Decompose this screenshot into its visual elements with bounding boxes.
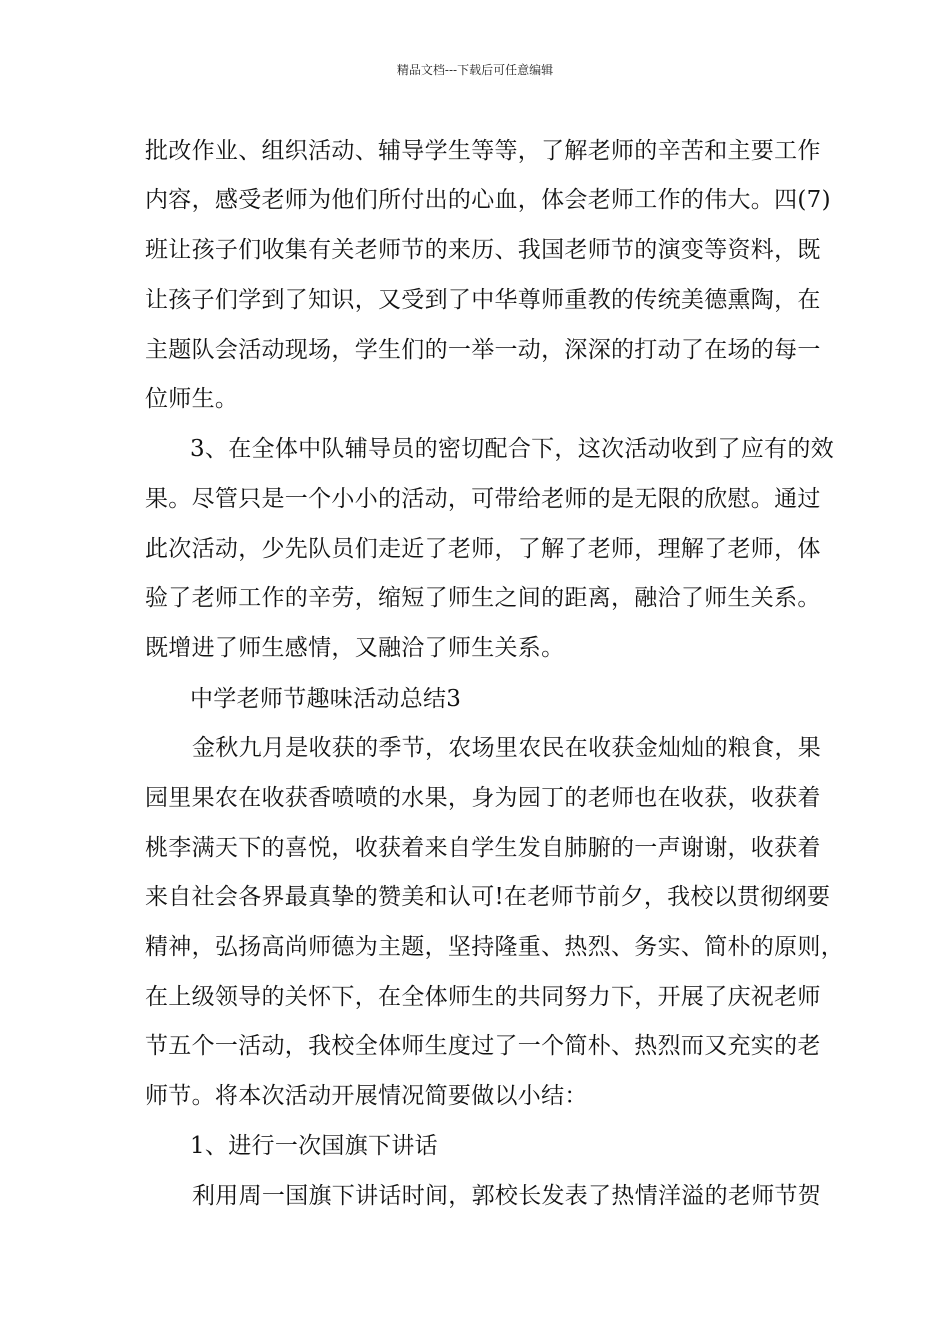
text-line: 主题队会活动现场，学生们的一举一动，深深的打动了在场的每一 bbox=[145, 337, 821, 363]
text-line: 来自社会各界最真挚的赞美和认可!在老师节前夕，我校以贯彻纲要 bbox=[145, 884, 831, 910]
text-line: 精神，弘扬高尚师德为主题，坚持隆重、热烈、务实、简朴的原则， bbox=[145, 934, 844, 960]
list-item-heading: 1、进行一次国旗下讲话 bbox=[190, 1133, 438, 1159]
text-line: 验了老师工作的辛劳，缩短了师生之间的距离，融洽了师生关系。 bbox=[145, 585, 821, 611]
text-line: 节五个一活动，我校全体师生度过了一个简朴、热烈而又充实的老 bbox=[145, 1033, 821, 1059]
text-line: 批改作业、组织活动、辅导学生等等，了解老师的辛苦和主要工作 bbox=[145, 138, 821, 164]
section-heading: 中学老师节趣味活动总结3 bbox=[190, 686, 462, 712]
text-line: 果。尽管只是一个小小的活动，可带给老师的是无限的欣慰。通过 bbox=[145, 486, 821, 512]
text-line: 班让孩子们收集有关老师节的来历、我国老师节的演变等资料，既 bbox=[145, 237, 821, 263]
text-line: 此次活动，少先队员们走近了老师，了解了老师，理解了老师，体 bbox=[145, 536, 821, 562]
text-line: 金秋九月是收获的季节，农场里农民在收获金灿灿的粮食，果 bbox=[192, 735, 822, 761]
text-line: 内容，感受老师为他们所付出的心血，体会老师工作的伟大。四(7) bbox=[145, 187, 831, 213]
text-line: 既增进了师生感情，又融洽了师生关系。 bbox=[145, 635, 565, 661]
page-header: 精品文档---下载后可任意编辑 bbox=[396, 63, 554, 77]
text-line: 让孩子们学到了知识，又受到了中华尊师重教的传统美德熏陶，在 bbox=[145, 287, 821, 313]
text-line: 利用周一国旗下讲话时间，郭校长发表了热情洋溢的老师节贺 bbox=[192, 1183, 822, 1209]
text-line: 位师生。 bbox=[145, 386, 239, 412]
text-line: 3、在全体中队辅导员的密切配合下，这次活动收到了应有的效 bbox=[190, 436, 835, 462]
text-line: 园里果农在收获香喷喷的水果，身为园丁的老师也在收获，收获着 bbox=[145, 785, 821, 811]
text-line: 师节。将本次活动开展情况简要做以小结： bbox=[145, 1083, 588, 1109]
text-line: 在上级领导的关怀下，在全体师生的共同努力下，开展了庆祝老师 bbox=[145, 984, 821, 1010]
text-line: 桃李满天下的喜悦，收获着来自学生发自肺腑的一声谢谢，收获着 bbox=[145, 835, 821, 861]
